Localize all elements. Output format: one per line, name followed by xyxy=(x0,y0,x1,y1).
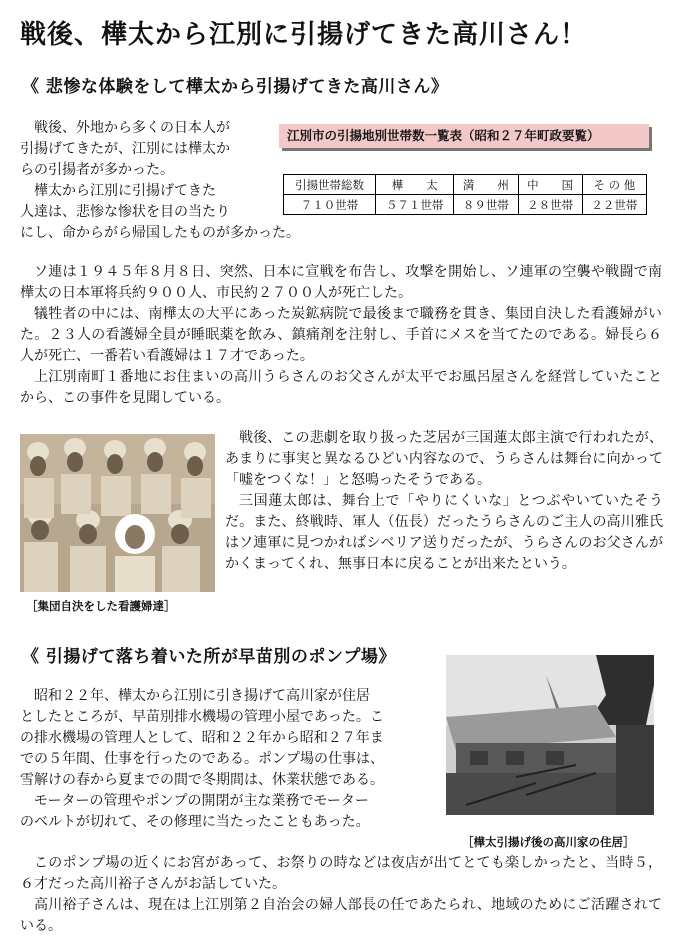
table-header-cell: 樺 太 xyxy=(376,175,454,195)
nurses-photo-caption: ［集団自決をした看護婦達］ xyxy=(26,599,176,613)
intro-line: 戦後、外地から多くの日本人が xyxy=(34,120,230,136)
section1-right-column xyxy=(225,428,663,575)
body-line: での５年間、仕事を行ったのである。ポンプ場の仕事は、 xyxy=(20,751,384,767)
paragraph: 犠牲者の中には、南樺太の大平にあった炭鉱病院で最後まで職務を貫き、集団自決した看護婦がいた。２３人の看護婦全員が睡眠薬を飲み、鎮痛剤を注射し、手首にメスを当てたのである。婦長ら６人が死亡、一番若い看護婦は１７才であった。 xyxy=(20,306,662,364)
house-photo-image xyxy=(446,655,654,815)
body-line: の排水機場の管理人として、昭和２２年から昭和２７年ま xyxy=(20,730,384,746)
intro-line: 引揚げてきたが、江別には樺太か xyxy=(20,141,230,157)
section2-body xyxy=(20,853,662,937)
section2-heading: 《 引揚げて落ち着いた所が早苗別のポンプ場》 xyxy=(22,647,396,667)
paragraph: 三国蓮太郎は、舞台上で「やりにくいな」とつぶやいていたそうだ。また、終戦時、軍人（伍長）だったうらさんのご主人の高川雅氏はソ連軍に見つかればシベリア送りだったが、うらさんのお父さんがかくまってくれ、無事日本に戻ることが出来たという。 xyxy=(225,493,663,572)
body-line: 雪解けの春から夏までの間で冬期間は、休業状態である。 xyxy=(20,772,384,788)
paragraph: 戦後、この悲劇を取り扱った芝居が三国蓮太郎主演で行われたが、あまりに事実と異なるひどい内容なので、うらさんは舞台に向かって「嘘をつくな！」と怒鳴ったそうである。 xyxy=(225,430,663,488)
intro-line: にし、命からがら帰国したものが多かった。 xyxy=(20,225,300,241)
table-cell: ２８世帯 xyxy=(518,195,582,215)
house-photo-caption: ［樺太引揚げ後の高川家の住居］ xyxy=(462,835,635,849)
house-photo xyxy=(446,655,654,815)
table-header-cell: 中 国 xyxy=(518,175,582,195)
paragraph: 上江別南町１番地にお住まいの高川うらさんのお父さんが太平でお風呂屋さんを経営していたことから、この事件を見聞している。 xyxy=(20,369,662,406)
table-cell: ７１０世帯 xyxy=(284,195,376,215)
section1-heading: 《 悲惨な体験をして樺太から引揚げてきた高川さん》 xyxy=(22,77,449,97)
nurses-photo xyxy=(20,434,215,592)
households-table xyxy=(283,174,647,215)
table-cell: ５７１世帯 xyxy=(376,195,454,215)
nurses-photo-image xyxy=(20,434,215,592)
table-cell: ８９世帯 xyxy=(454,195,518,215)
body-line: のベルトが切れて、その修理に当たったこともあった。 xyxy=(20,814,370,830)
body-line: 昭和２２年、樺太から江別に引き揚げて高川家が住居 xyxy=(34,688,370,704)
section1-body xyxy=(20,262,662,409)
paragraph: このポンプ場の近くにお宮があって、お祭りの時などは夜店が出てとても楽しかったと、当時５，６才だった高川裕子さんがお話していた。 xyxy=(20,855,662,892)
table-header-cell: そ の 他 xyxy=(582,175,646,195)
table-caption: 江別市の引揚地別世帯数一覧表（昭和２７年町政要覧） xyxy=(279,124,649,148)
section1-intro xyxy=(20,118,300,244)
paragraph: ソ連は１９４５年８月８日、突然、日本に宣戦を布告し、攻撃を開始し、ソ連軍の空襲や戦闘で南樺太の日本軍将兵約９００人、市民約２７００人が死亡した。 xyxy=(20,264,662,301)
table-header-row xyxy=(284,175,647,195)
intro-line: らの引揚者が多かった。 xyxy=(20,162,174,178)
paragraph: 高川裕子さんは、現在は上江別第２自治会の婦人部長の任であたられ、地域のためにご活躍されている。 xyxy=(20,897,662,934)
page-title: 戦後、樺太から江別に引揚げてきた高川さん！ xyxy=(20,20,588,50)
table-cell: ２２世帯 xyxy=(582,195,646,215)
intro-line: 人達は、悲惨な惨状を目の当たり xyxy=(20,204,230,220)
table-header-cell: 引揚世帯総数 xyxy=(284,175,376,195)
intro-line: 樺太から江別に引揚げてきた xyxy=(34,183,216,199)
body-line: モーターの管理やポンプの開閉が主な業務でモーター xyxy=(34,793,369,809)
table-row xyxy=(284,195,647,215)
section2-intro xyxy=(20,686,440,833)
body-line: としたところが、早苗別排水機場の管理小屋であった。こ xyxy=(20,709,384,725)
table-header-cell: 満 州 xyxy=(454,175,518,195)
